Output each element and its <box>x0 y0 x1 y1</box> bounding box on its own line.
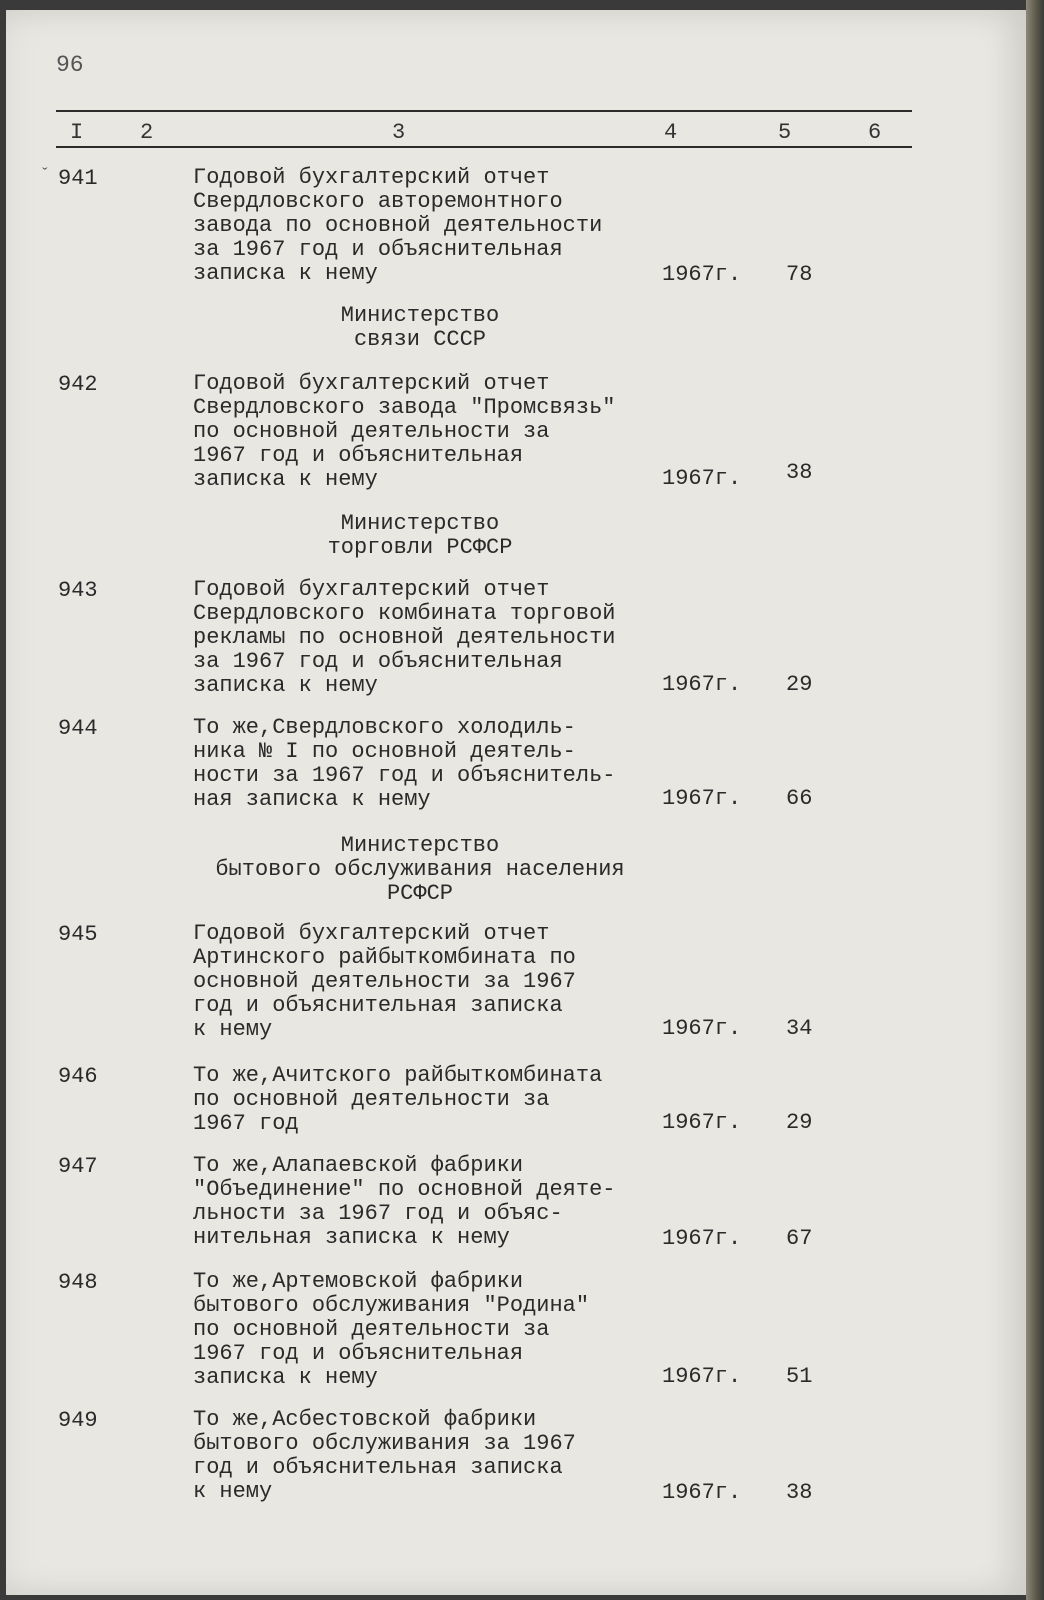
entry-year: 1967г. <box>662 1480 742 1505</box>
column-header-3: 3 <box>392 120 406 145</box>
entry-quantity: 78 <box>786 262 813 287</box>
entry-description: То же,Артемовской фабрики бытового обслуживания "Родина" по основной деятельности за 1967 год и объяснительная записка к нему <box>193 1269 590 1390</box>
entry-number: 949 <box>58 1408 98 1433</box>
entry-year: 1967г. <box>662 1226 742 1251</box>
entry-number: 941 <box>58 166 98 191</box>
header-rule-top <box>56 110 912 112</box>
ministry-heading: Министерство бытового обслуживания населения РСФСР <box>215 833 625 906</box>
header-rule-bottom <box>56 146 912 148</box>
column-header-4: 4 <box>664 120 678 145</box>
entry-description: То же,Асбестовской фабрики бытового обслуживания за 1967 год и объяснительная записка к нему <box>193 1407 576 1504</box>
column-header-2: 2 <box>140 120 154 145</box>
entry-description: Годовой бухгалтерский отчет Свердловского завода "Промсвязь" по основной деятельности за 1967 год и объяснительная записка к нему <box>193 371 616 492</box>
ministry-heading: Министерство торговли РСФСР <box>327 511 513 560</box>
entry-description: Годовой бухгалтерский отчет Свердловского комбината торговой рекламы по основной деятельности за 1967 год и объяснительная записка к нему <box>193 577 616 698</box>
entry-year: 1967г. <box>662 262 742 287</box>
column-header-5: 5 <box>778 120 792 145</box>
entry-year: 1967г. <box>662 1110 742 1135</box>
entry-year: 1967г. <box>662 786 742 811</box>
entry-quantity: 66 <box>786 786 813 811</box>
column-header-6: 6 <box>868 120 882 145</box>
entry-quantity: 67 <box>786 1226 813 1251</box>
page-number: 96 <box>56 52 84 78</box>
entry-year: 1967г. <box>662 1364 742 1389</box>
entry-quantity: 29 <box>786 672 813 697</box>
entry-number: 942 <box>58 372 98 397</box>
entry-number: 943 <box>58 578 98 603</box>
entry-number: 947 <box>58 1154 98 1179</box>
entry-quantity: 29 <box>786 1110 813 1135</box>
entry-quantity: 51 <box>786 1364 813 1389</box>
entry-number: 945 <box>58 922 98 947</box>
entry-year: 1967г. <box>662 466 742 491</box>
ministry-heading: Министерство связи СССР <box>340 303 500 352</box>
entry-number: 948 <box>58 1270 98 1295</box>
entry-quantity: 38 <box>786 1480 813 1505</box>
entry-description: То же,Свердловского холодиль- ника № I по основной деятель- ности за 1967 год и объяснитель- ная записка к нему <box>193 715 616 812</box>
check-mark: ˇ <box>40 166 50 184</box>
entry-year: 1967г. <box>662 672 742 697</box>
column-header-1: I <box>70 120 84 145</box>
entry-description: Годовой бухгалтерский отчет Артинского райбыткомбината по основной деятельности за 1967 год и объяснительная записка к нему <box>193 921 576 1042</box>
entry-quantity: 38 <box>786 460 813 485</box>
entry-year: 1967г. <box>662 1016 742 1041</box>
entry-description: То же,Ачитского райбыткомбината по основной деятельности за 1967 год <box>193 1063 603 1136</box>
entry-number: 946 <box>58 1064 98 1089</box>
entry-description: Годовой бухгалтерский отчет Свердловского авторемонтного завода по основной деятельности за 1967 год и объяснительная записка к нему <box>193 165 603 286</box>
entry-description: То же,Алапаевской фабрики "Объединение" по основной деяте- льности за 1967 год и объяс- нительная записка к нему <box>193 1153 616 1250</box>
entry-quantity: 34 <box>786 1016 813 1041</box>
page-edge <box>1026 0 1044 1600</box>
entry-number: 944 <box>58 716 98 741</box>
